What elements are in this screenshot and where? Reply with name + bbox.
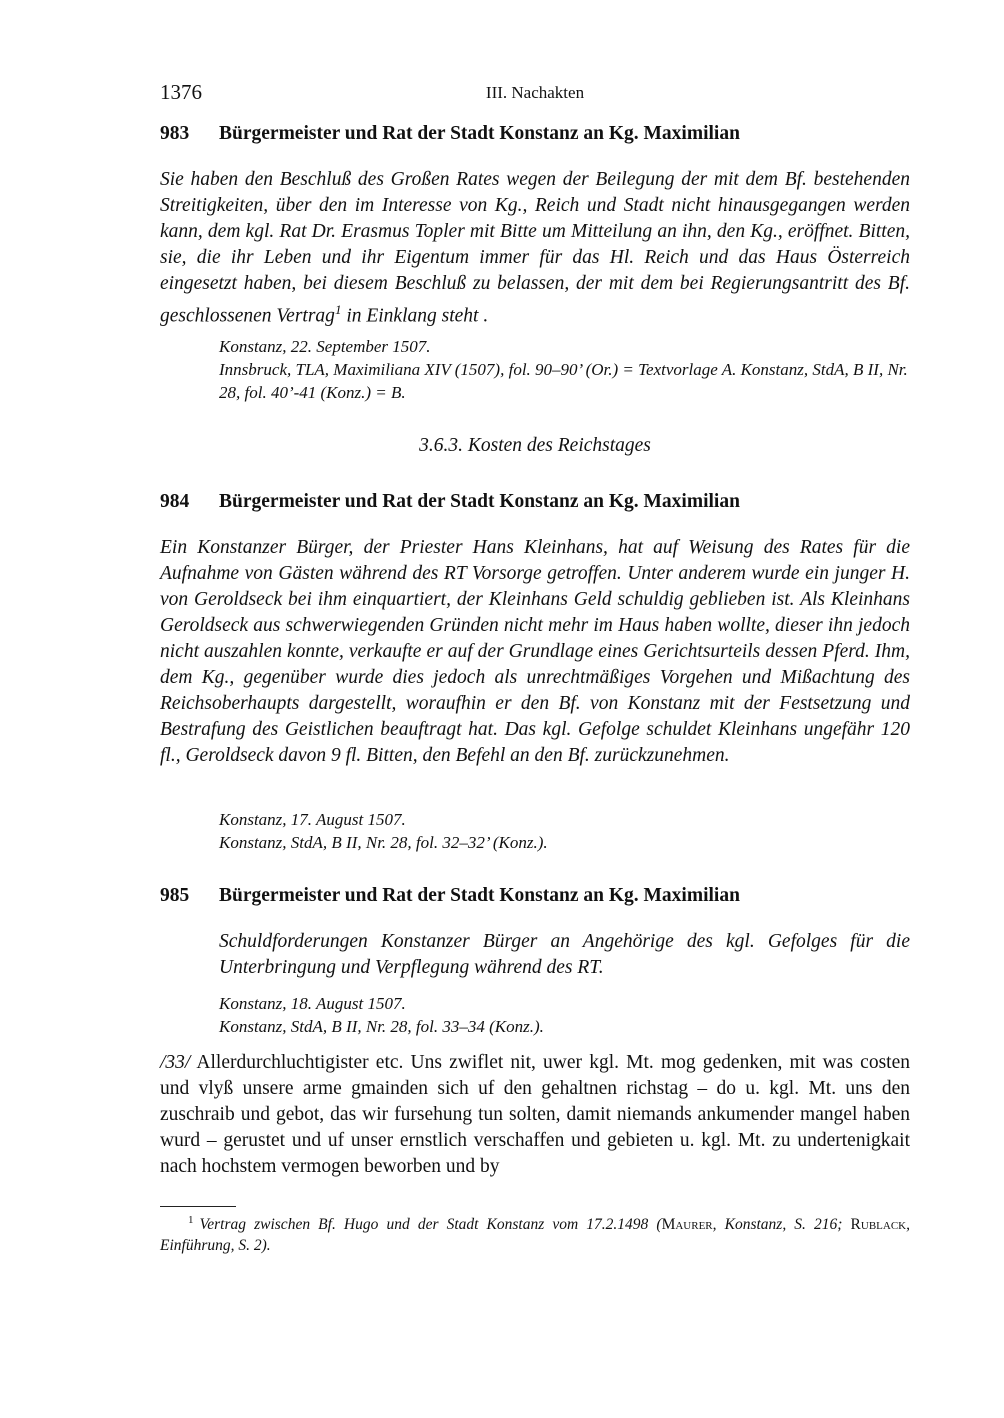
entry-date: Konstanz, 18. August 1507.	[219, 994, 406, 1013]
regest-text-end: in Einklang steht .	[341, 305, 489, 327]
entry-source: Konstanz, StdA, B II, Nr. 28, fol. 33–34 (Konz.).	[219, 1017, 544, 1036]
folio-marker: /33/	[160, 1052, 191, 1073]
entry-date: Konstanz, 22. September 1507.	[219, 337, 431, 356]
entry-title: Bürgermeister und Rat der Stadt Konstanz an Kg. Maximilian	[219, 885, 740, 906]
entry-number: 984	[160, 491, 190, 512]
entry-meta	[219, 335, 910, 404]
footnote-text: Vertrag zwischen Bf. Hugo und der Stadt Konstanz vom 17.2.1498 (	[199, 1216, 662, 1234]
entry-heading	[160, 885, 910, 907]
regest: Ein Konstanzer Bürger, der Priester Hans Kleinhans, hat auf Weisung des Rates für die Aufnahme von Gästen während des RT Vorsorge getroffen. Unter anderem wurde ein junger H. von Geroldseck bei ihm einquartiert, der Kleinhans Geld schuldig geblieben ist. Als Kleinhans Geroldseck aus schwerwiegenden Gründen nicht mehr im Haus haben wollte, dieser ihn jedoch nicht auszahlen konnte, verkaufte er auf der Grundlage eines Gerichtsurteils dessen Pferd. Ihm, dem Kg., gegenüber wurde dies jedoch als unrechtmäßiges Vorgehen und Mißachtung des Reichsoberhaupts dargestellt, woraufhin er den Bf. von Konstanz mit der Festsetzung und Bestrafung des Geistlichen beauftragt hat. Das kgl. Gefolge schuldet Kleinhans ungefähr 120 fl., Geroldseck davon 9 fl. Bitten, den Befehl an den Bf. zurückzunehmen.	[160, 537, 910, 766]
running-head	[160, 80, 910, 110]
footnote-reference: 1	[334, 302, 342, 317]
entry-title: Bürgermeister und Rat der Stadt Konstanz an Kg. Maximilian	[219, 123, 740, 144]
entry-number: 985	[160, 885, 190, 906]
footnote-text: , Einführung, S. 2).	[160, 1216, 910, 1255]
regest-text: Sie haben den Beschluß des Großen Rates wegen der Beilegung der mit dem Bf. bestehenden Streitigkeiten, über den im Interesse von Kg., Reich und Stadt nicht hinausgegangen werden kann, dem kgl. Rat Dr. Erasmus Topler mit Bitte um Mitteilung an ihn, den Kg., eröffnet. Bitten, sie, die ihr Leben und ihr Eigentum immer für das Hl. Reich und das Haus Österreich eingesetzt haben, bei diesem Beschluß zu belassen, der mit dem bei Regierungsantritt des Bf. geschlossenen Vertrag	[160, 169, 910, 327]
entry-date: Konstanz, 17. August 1507.	[219, 810, 406, 829]
footnote-author: Rublack	[850, 1216, 907, 1234]
letter-text: Allerdurchluchtigister etc. Uns zwiflet nit, uwer kgl. Mt. mog gedenken, mit was costen und vlyß unsere arme gmainden sich uf den gehaltnen richstag – do u. kgl. Mt. uns den zuschraib und gebot, das wir fursehung tun solten, damit niemands ankumender mangel haben wurd – gerustet und uf unser ernstlich verschaffen und gebieten u. kgl. Mt. zu undertenigkait nach hochstem vermogen beworben und by	[160, 1052, 910, 1177]
entry-source: Innsbruck, TLA, Maximiliana XIV (1507), fol. 90–90’ (Or.) = Textvorlage A. Konstanz, StdA, B II, Nr. 28, fol. 40’-41 (Konz.) = B.	[219, 360, 908, 402]
footnote-rule	[160, 1206, 236, 1207]
entry-heading	[160, 491, 910, 513]
footnote-text: , Konstanz, S. 216;	[712, 1216, 851, 1234]
entry-meta	[219, 992, 910, 1038]
entry-number: 983	[160, 123, 190, 144]
regest	[160, 167, 910, 330]
entry-meta	[219, 808, 910, 854]
section-title: III. Nachakten	[485, 83, 585, 102]
regest: Schuldforderungen Konstanzer Bürger an Angehörige des kgl. Gefolges für die Unterbringung und Verpflegung während des RT.	[219, 931, 910, 978]
page-number: 1376	[160, 80, 202, 104]
subsection-heading: 3.6.3. Kosten des Reichstages	[419, 435, 651, 456]
footnote-number: 1	[188, 1214, 194, 1226]
footnote-author: Maurer	[661, 1216, 713, 1234]
entry-heading	[160, 123, 910, 145]
entry-source: Konstanz, StdA, B II, Nr. 28, fol. 32–32’ (Konz.).	[219, 833, 548, 852]
footnote	[160, 1210, 910, 1256]
letter-body	[160, 1050, 910, 1180]
entry-title: Bürgermeister und Rat der Stadt Konstanz an Kg. Maximilian	[219, 491, 740, 512]
